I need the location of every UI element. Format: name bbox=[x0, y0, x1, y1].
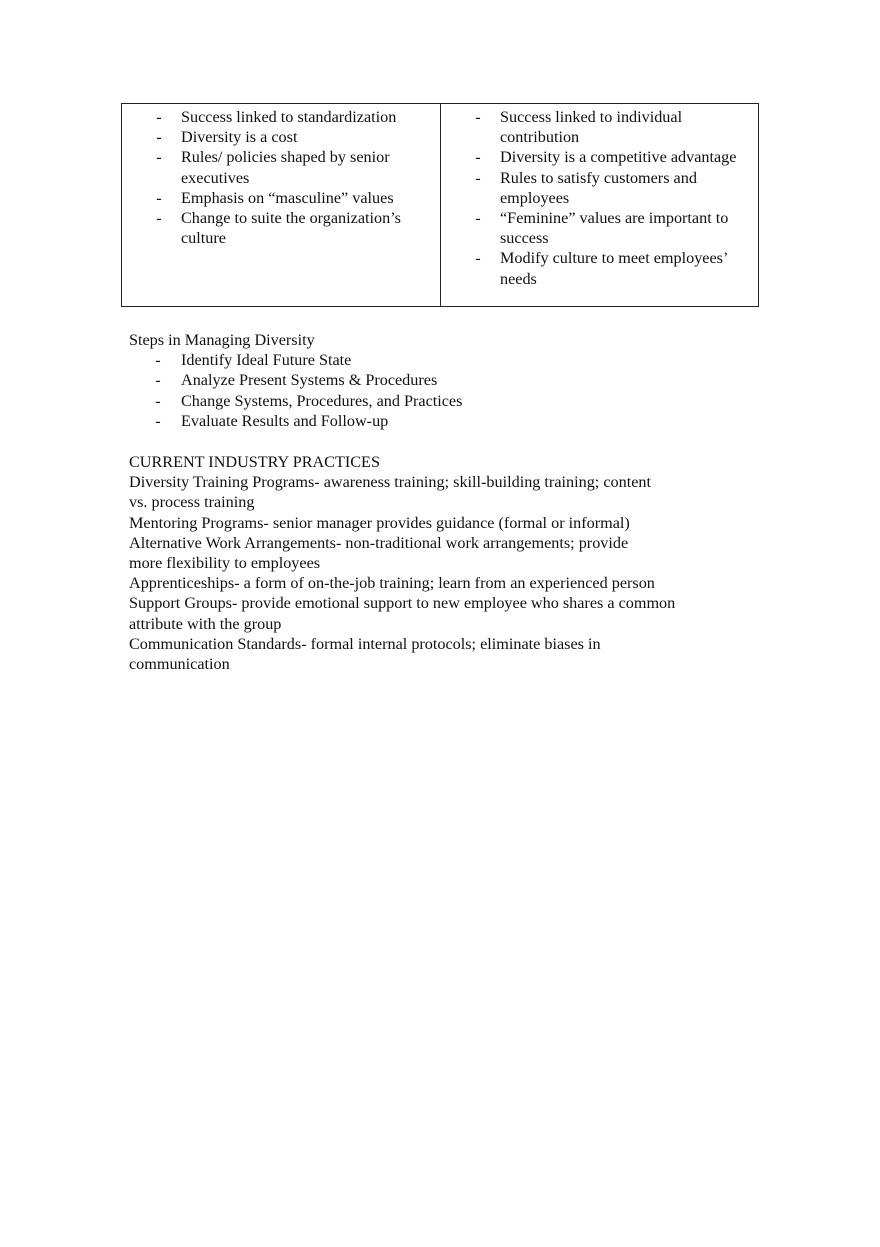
left-item bbox=[122, 208, 432, 248]
practice-line: more flexibility to employees bbox=[129, 554, 321, 573]
step-item bbox=[129, 350, 749, 370]
right-item-text: Success linked to individual contribution bbox=[500, 108, 683, 147]
dash-bullet: - bbox=[475, 209, 481, 228]
steps-section bbox=[129, 330, 749, 431]
right-item-text: “Feminine” values are important to success bbox=[500, 209, 729, 248]
dash-bullet: - bbox=[156, 108, 162, 126]
left-item-text: Emphasis on “masculine” values bbox=[181, 188, 394, 207]
left-item-list bbox=[122, 107, 432, 248]
practice-line: Alternative Work Arrangements- non-traditional work arrangements; provide bbox=[129, 533, 629, 552]
right-item-text: Modify culture to meet employees’ needs bbox=[500, 249, 728, 288]
step-item bbox=[129, 391, 749, 411]
right-item-list bbox=[441, 107, 756, 289]
dash-bullet: - bbox=[155, 411, 161, 430]
left-item bbox=[122, 147, 432, 187]
right-item bbox=[441, 208, 756, 248]
left-item bbox=[122, 188, 432, 208]
practices-section bbox=[129, 452, 729, 674]
practice-line: Mentoring Programs- senior manager provides guidance (formal or informal) bbox=[129, 513, 630, 532]
left-item bbox=[122, 127, 432, 147]
practice-line: communication bbox=[129, 655, 230, 674]
dash-bullet: - bbox=[155, 391, 161, 410]
left-item-text: Change to suite the organization’s culture bbox=[181, 209, 401, 248]
dash-bullet: - bbox=[156, 128, 162, 147]
steps-title: Steps in Managing Diversity bbox=[129, 331, 315, 349]
dash-bullet: - bbox=[156, 209, 162, 228]
right-item-text: Rules to satisfy customers and employees bbox=[500, 168, 697, 207]
right-item-text: Diversity is a competitive advantage bbox=[500, 148, 737, 167]
dash-bullet: - bbox=[156, 148, 162, 167]
right-item bbox=[441, 168, 756, 208]
practice-line: vs. process training bbox=[129, 493, 255, 512]
step-text: Identify Ideal Future State bbox=[181, 351, 352, 370]
practices-heading: CURRENT INDUSTRY PRACTICES bbox=[129, 453, 380, 471]
dash-bullet: - bbox=[156, 188, 162, 207]
dash-bullet: - bbox=[155, 371, 161, 390]
comparison-table bbox=[121, 103, 759, 307]
left-item-text: Diversity is a cost bbox=[181, 128, 298, 147]
step-text: Evaluate Results and Follow-up bbox=[181, 411, 389, 430]
right-item bbox=[441, 107, 756, 147]
steps-list bbox=[129, 350, 749, 431]
step-item bbox=[129, 370, 749, 390]
practice-line: Diversity Training Programs- awareness training; skill-building training; content bbox=[129, 473, 651, 492]
dash-bullet: - bbox=[155, 351, 161, 370]
right-item bbox=[441, 147, 756, 167]
practice-line: attribute with the group bbox=[129, 614, 282, 633]
practice-line: Support Groups- provide emotional support to new employee who shares a common bbox=[129, 594, 676, 613]
step-text: Change Systems, Procedures, and Practices bbox=[181, 391, 463, 410]
step-text: Analyze Present Systems & Procedures bbox=[181, 371, 438, 390]
dash-bullet: - bbox=[475, 148, 481, 167]
right-item bbox=[441, 248, 756, 288]
left-item-text: Rules/ policies shaped by senior executives bbox=[181, 148, 390, 187]
practice-line: Apprenticeships- a form of on-the-job training; learn from an experienced person bbox=[129, 574, 655, 593]
dash-bullet: - bbox=[475, 249, 481, 268]
practice-line: Communication Standards- formal internal protocols; eliminate biases in bbox=[129, 634, 601, 653]
dash-bullet: - bbox=[475, 168, 481, 187]
comparison-right-column bbox=[441, 104, 758, 306]
dash-bullet: - bbox=[475, 108, 481, 126]
step-item bbox=[129, 411, 749, 431]
left-item-text: Success linked to standardization bbox=[181, 108, 397, 126]
comparison-left-column bbox=[122, 104, 441, 306]
left-item bbox=[122, 107, 432, 127]
